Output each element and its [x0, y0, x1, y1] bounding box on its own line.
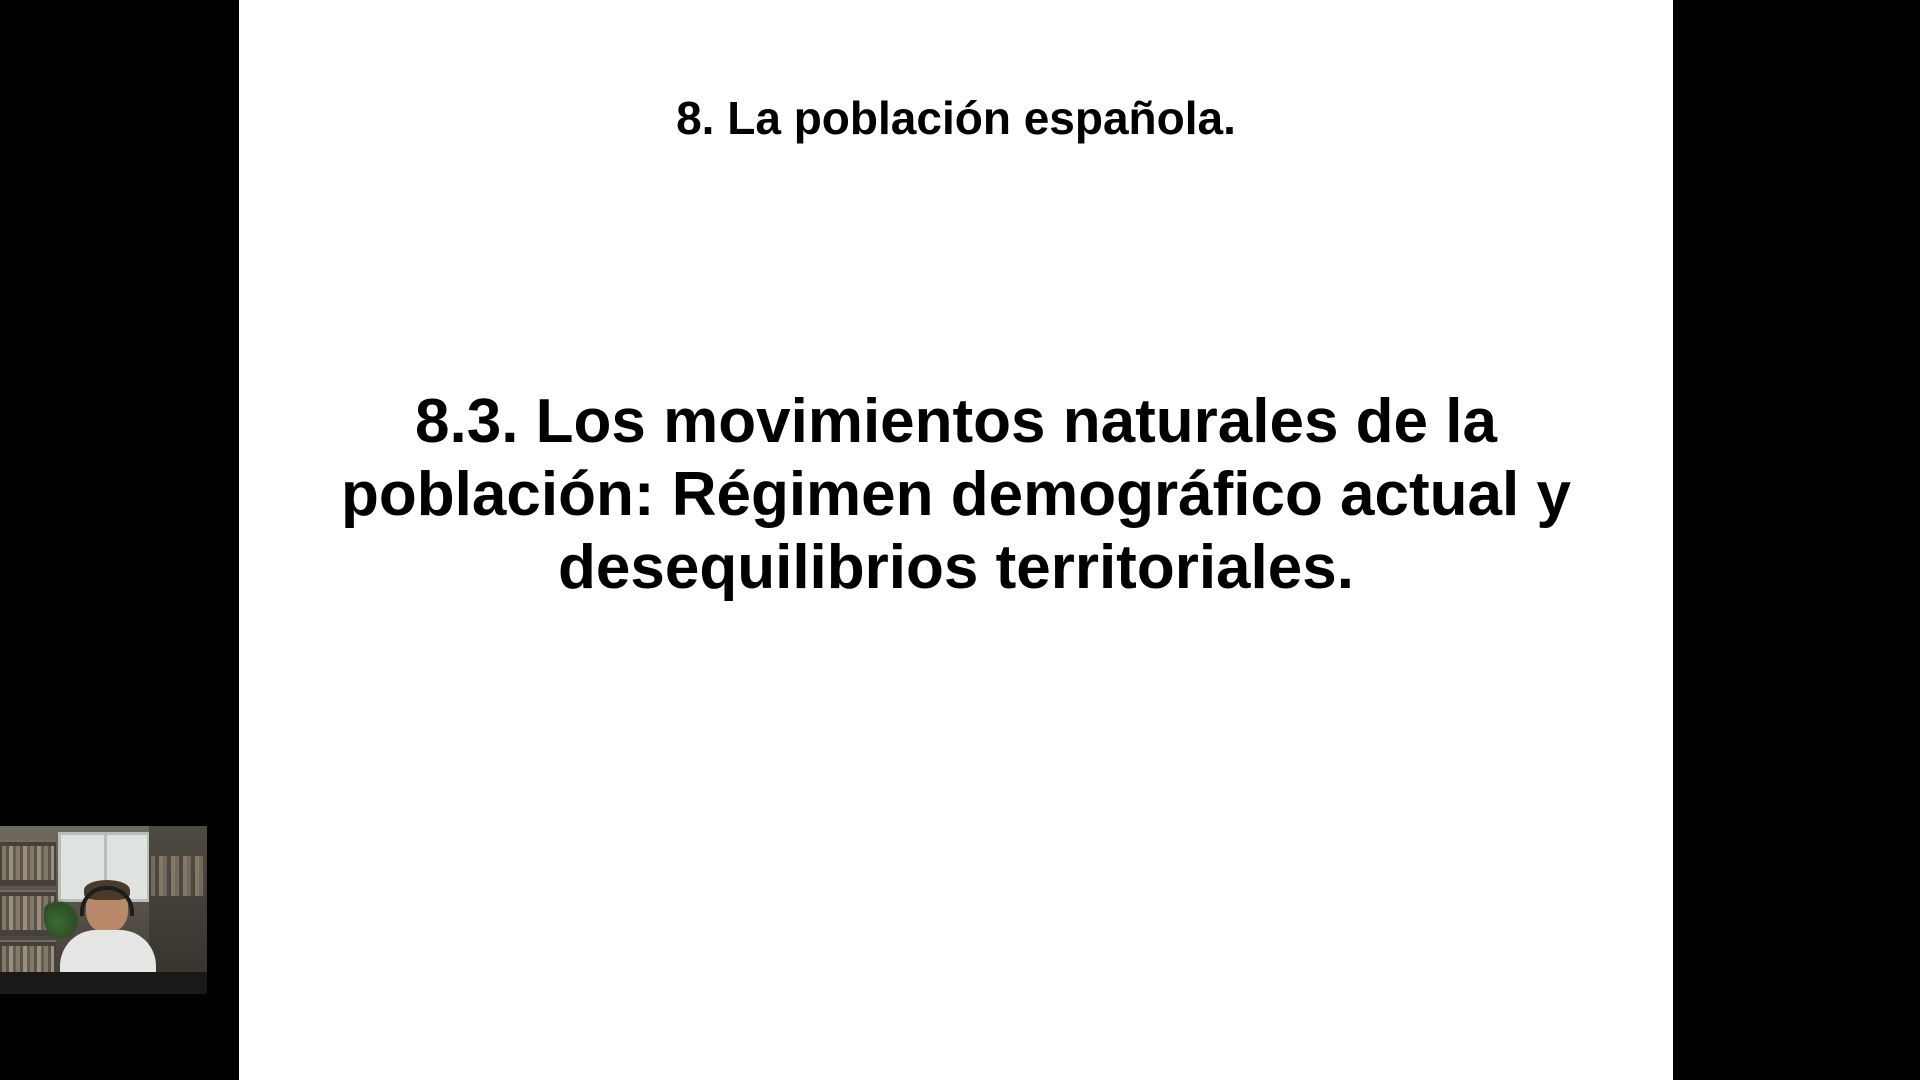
- slide-subtitle: 8.3. Los movimientos naturales de la población: Régimen demográfico actual y desequilibrios territoriales.: [341, 387, 1571, 603]
- desk-edge: [0, 972, 207, 994]
- slide-canvas: [239, 0, 1673, 1080]
- books-icon: [151, 856, 205, 896]
- slide-title: 8. La población española.: [676, 92, 1236, 144]
- right-bookshelf-icon: [149, 826, 207, 994]
- plant-icon: [44, 898, 78, 938]
- slide-bottom-edge: [239, 1060, 1673, 1080]
- books-icon: [2, 846, 54, 880]
- bookshelf-icon: [0, 840, 56, 886]
- slide-content: [239, 0, 1673, 1080]
- presenter-webcam-overlay[interactable]: [0, 826, 207, 994]
